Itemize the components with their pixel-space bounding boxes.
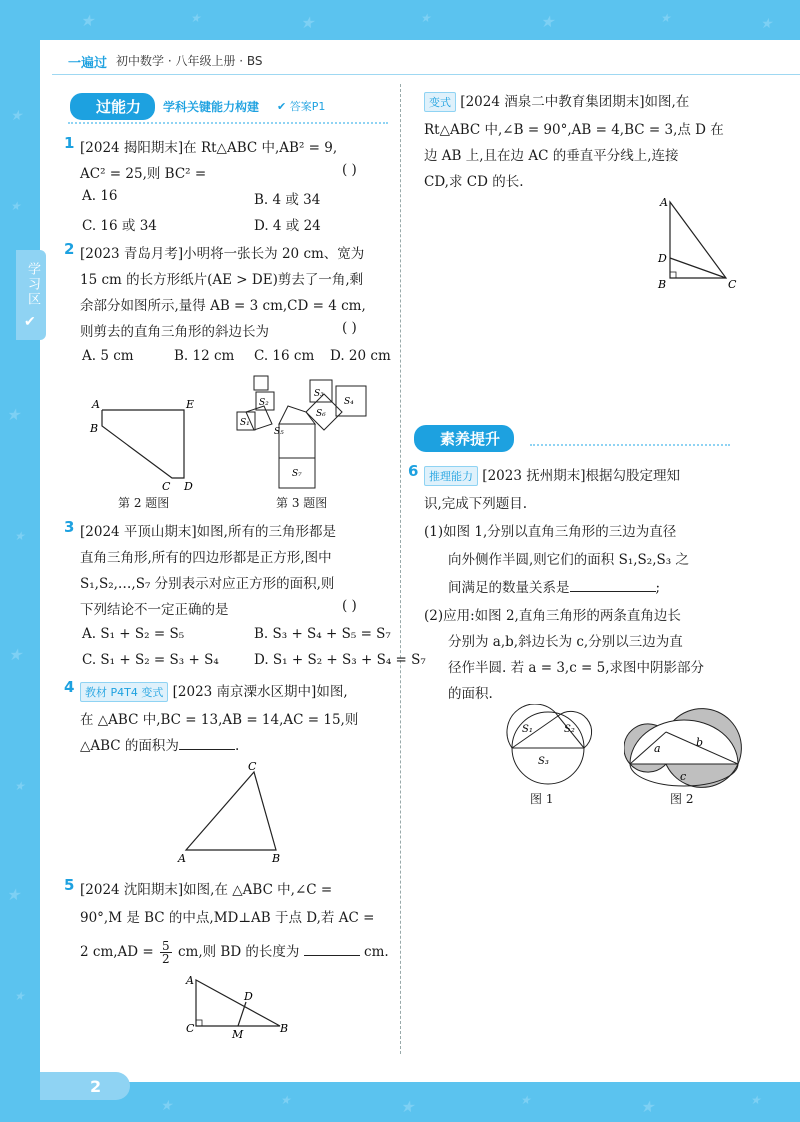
fig-label: a bbox=[654, 742, 661, 755]
option-d: D. 4 或 24 bbox=[254, 218, 321, 234]
question-number: 5 bbox=[64, 876, 75, 894]
fig-label: B bbox=[272, 852, 281, 865]
answer-blank[interactable] bbox=[304, 943, 360, 956]
page-number-badge bbox=[40, 1072, 130, 1100]
column-divider bbox=[400, 84, 401, 1054]
svg-text:★: ★ bbox=[190, 11, 201, 25]
svg-text:★: ★ bbox=[80, 11, 95, 30]
option-b: B. S₃ + S₄ + S₅ = S₇ bbox=[254, 626, 391, 642]
fig-label: S₄ bbox=[344, 397, 354, 407]
section-underline bbox=[530, 444, 730, 446]
option-d: D. 20 cm bbox=[330, 348, 391, 364]
question-number: 2 bbox=[64, 240, 75, 258]
question-number: 6 bbox=[408, 462, 419, 480]
option-b: B. 4 或 34 bbox=[254, 192, 321, 208]
option-a: A. 16 bbox=[82, 188, 118, 204]
fig-label: D bbox=[658, 252, 667, 265]
variant-text-line: CD,求 CD 的长. bbox=[424, 174, 524, 190]
answer-paren: ( ) bbox=[342, 320, 357, 336]
figure-variant bbox=[652, 192, 744, 292]
fig-label: M bbox=[232, 1028, 244, 1041]
figure-caption: 图 2 bbox=[670, 792, 694, 806]
figure-q3 bbox=[232, 372, 372, 490]
fig-label: S₇ bbox=[292, 469, 302, 479]
q4-text-line: 教材 P4T4 变式 [2023 南京溧水区期中]如图, bbox=[80, 680, 348, 702]
svg-text:★: ★ bbox=[14, 989, 25, 1003]
figure-caption: 图 1 bbox=[530, 792, 554, 806]
answer-blank[interactable] bbox=[179, 737, 235, 750]
q6-part1-line: (1)如图 1,分别以直角三角形的三边为直径 bbox=[424, 524, 677, 540]
answer-blank[interactable] bbox=[570, 579, 656, 592]
svg-text:★: ★ bbox=[14, 779, 25, 793]
fig-label: S₁ bbox=[240, 418, 250, 428]
sidebar-tab[interactable] bbox=[16, 250, 46, 340]
option-d: D. S₁ + S₂ + S₃ + S₄ = S₇ bbox=[254, 652, 426, 668]
q5-text-line: 90°,M 是 BC 的中点,MD⊥AB 于点 D,若 AC = bbox=[80, 910, 375, 926]
svg-text:★: ★ bbox=[660, 11, 671, 25]
answer-reference: ✔ 答案P1 bbox=[277, 100, 326, 113]
fig-label: S₅ bbox=[274, 427, 284, 437]
header-title: 初中数学 · 八年级上册 · BS bbox=[116, 54, 263, 68]
fig-label: A bbox=[660, 196, 668, 209]
svg-text:★: ★ bbox=[420, 11, 431, 25]
svg-text:★: ★ bbox=[10, 108, 23, 124]
fraction: $\frac{5}{2}$ bbox=[162, 939, 170, 966]
svg-text:★: ★ bbox=[10, 199, 21, 213]
fig-label: S₆ bbox=[316, 409, 326, 419]
variant-tag: 变式 bbox=[424, 92, 456, 112]
fig-label: S₂ bbox=[259, 398, 269, 408]
svg-text:★: ★ bbox=[6, 405, 21, 424]
fig-label: D bbox=[184, 480, 193, 492]
option-c: C. 16 cm bbox=[254, 348, 315, 364]
fig-label: C bbox=[162, 480, 171, 492]
q6-text-line: 识,完成下列题目. bbox=[424, 496, 528, 512]
figure-q6-1 bbox=[500, 704, 596, 788]
q4-text-line: 在 △ABC 中,BC = 13,AB = 14,AC = 15,则 bbox=[80, 712, 359, 728]
fig-label: c bbox=[680, 770, 687, 783]
q6-part2-line: 的面积. bbox=[448, 686, 493, 702]
fig-label: A bbox=[92, 398, 100, 411]
svg-text:★: ★ bbox=[520, 1093, 531, 1107]
section-subtitle: 学科关键能力构建 bbox=[163, 99, 260, 114]
fig-label: b bbox=[696, 736, 704, 749]
question-number: 1 bbox=[64, 134, 75, 152]
q3-text-line: 下列结论不一定正确的是 bbox=[80, 602, 229, 618]
variant-text-line: Rt△ABC 中,∠B = 90°,AB = 4,BC = 3,点 D 在 bbox=[424, 122, 724, 138]
figure-q4 bbox=[172, 758, 292, 868]
fig-label: B bbox=[658, 278, 667, 291]
svg-text:★: ★ bbox=[760, 16, 773, 32]
figure-caption: 第 3 题图 bbox=[276, 496, 328, 510]
svg-text:★: ★ bbox=[280, 1093, 291, 1107]
svg-text:★: ★ bbox=[400, 1097, 415, 1116]
question-number: 4 bbox=[64, 678, 75, 696]
q6-part2-line: (2)应用:如图 2,直角三角形的两条直角边长 bbox=[424, 608, 681, 624]
svg-text:★: ★ bbox=[540, 12, 555, 31]
option-a: A. S₁ + S₂ = S₅ bbox=[82, 626, 185, 642]
fig-label: A bbox=[186, 974, 194, 987]
section-title: 素养提升 bbox=[414, 425, 514, 452]
q3-text-line: [2024 平顶山期末]如图,所有的三角形都是 bbox=[80, 524, 336, 540]
fig-label: C bbox=[186, 1022, 195, 1035]
q2-text-line: [2023 青岛月考]小明将一张长为 20 cm、宽为 bbox=[80, 246, 365, 262]
fig-label: S₃ bbox=[538, 756, 549, 767]
q5-text-line: [2024 沈阳期末]如图,在 △ABC 中,∠C = bbox=[80, 882, 333, 898]
answer-paren: ( ) bbox=[342, 598, 357, 614]
section-underline bbox=[68, 122, 388, 124]
option-c: C. 16 或 34 bbox=[82, 218, 157, 234]
svg-text:★: ★ bbox=[6, 885, 21, 904]
reasoning-tag: 推理能力 bbox=[424, 466, 478, 486]
textbook-variant-tag: 教材 P4T4 变式 bbox=[80, 682, 168, 702]
q2-text-line: 则剪去的直角三角形的斜边长为 bbox=[80, 324, 269, 340]
fig-label: C bbox=[248, 760, 257, 773]
section-banner-ability bbox=[70, 94, 325, 118]
svg-text:★: ★ bbox=[750, 1093, 761, 1107]
answer-paren: ( ) bbox=[342, 162, 357, 178]
option-b: B. 12 cm bbox=[174, 348, 235, 364]
svg-text:★: ★ bbox=[640, 1097, 655, 1116]
q1-text-line: [2024 揭阳期末]在 Rt△ABC 中,AB² = 9, bbox=[80, 140, 338, 156]
svg-text:★: ★ bbox=[300, 13, 315, 32]
q6-text-line: 推理能力 [2023 抚州期末]根据勾股定理知 bbox=[424, 464, 680, 486]
question-number: 3 bbox=[64, 518, 75, 536]
figure-q2 bbox=[88, 392, 208, 492]
page-number: 2 bbox=[90, 1077, 102, 1096]
header-divider bbox=[52, 74, 800, 75]
svg-text:★: ★ bbox=[14, 529, 25, 543]
q2-text-line: 余部分如图所示,量得 AB = 3 cm,CD = 4 cm, bbox=[80, 298, 366, 314]
section-title: 过能力 bbox=[70, 93, 155, 120]
q5-text-line: 2 cm,AD = $\frac{5}{2}$ cm,则 BD 的长度为 cm. bbox=[80, 939, 389, 966]
fig-label: B bbox=[90, 422, 99, 435]
q6-part2-line: 径作半圆. 若 a = 3,c = 5,求图中阴影部分 bbox=[448, 660, 705, 676]
q3-text-line: S₁,S₂,…,S₇ 分别表示对应正方形的面积,则 bbox=[80, 576, 335, 592]
header-logo: 一遍过 bbox=[68, 56, 108, 71]
fig-label: B bbox=[280, 1022, 289, 1035]
variant-text-line: 边 AB 上,且在边 AC 的垂直平分线上,连接 bbox=[424, 148, 679, 164]
q2-text-line: 15 cm 的长方形纸片(AE > DE)剪去了一角,剩 bbox=[80, 272, 364, 288]
option-c: C. S₁ + S₂ = S₃ + S₄ bbox=[82, 652, 219, 668]
fig-label: S₁ bbox=[522, 724, 533, 735]
q3-text-line: 直角三角形,所有的四边形都是正方形,图中 bbox=[80, 550, 332, 566]
fig-label: S₃ bbox=[314, 389, 324, 399]
q6-part2-line: 分别为 a,b,斜边长为 c,分别以三边为直 bbox=[448, 634, 683, 650]
sidebar-tab-label: 学习区 bbox=[25, 262, 40, 307]
section-banner-literacy bbox=[414, 426, 514, 450]
fig-label: A bbox=[178, 852, 186, 865]
q6-part1-line: 向外侧作半圆,则它们的面积 S₁,S₂,S₃ 之 bbox=[448, 552, 689, 568]
figure-q6-2 bbox=[624, 708, 744, 788]
q1-text-line: AC² = 25,则 BC² = bbox=[80, 166, 207, 182]
fig-label: C bbox=[728, 278, 737, 291]
figure-caption: 第 2 题图 bbox=[118, 496, 170, 510]
fig-label: S₂ bbox=[564, 724, 575, 735]
q6-part1-line: 间满足的数量关系是 ; bbox=[448, 580, 661, 596]
fig-label: E bbox=[186, 398, 195, 411]
q4-text-line: △ABC 的面积为 . bbox=[80, 738, 240, 754]
svg-text:★: ★ bbox=[160, 1098, 173, 1114]
option-a: A. 5 cm bbox=[82, 348, 134, 364]
figure-q5 bbox=[180, 972, 300, 1042]
check-icon: ✔ bbox=[24, 314, 36, 330]
fig-label: D bbox=[244, 990, 253, 1003]
svg-text:★: ★ bbox=[8, 645, 23, 664]
variant-text-line: 变式 [2024 酒泉二中教育集团期末]如图,在 bbox=[424, 90, 689, 112]
